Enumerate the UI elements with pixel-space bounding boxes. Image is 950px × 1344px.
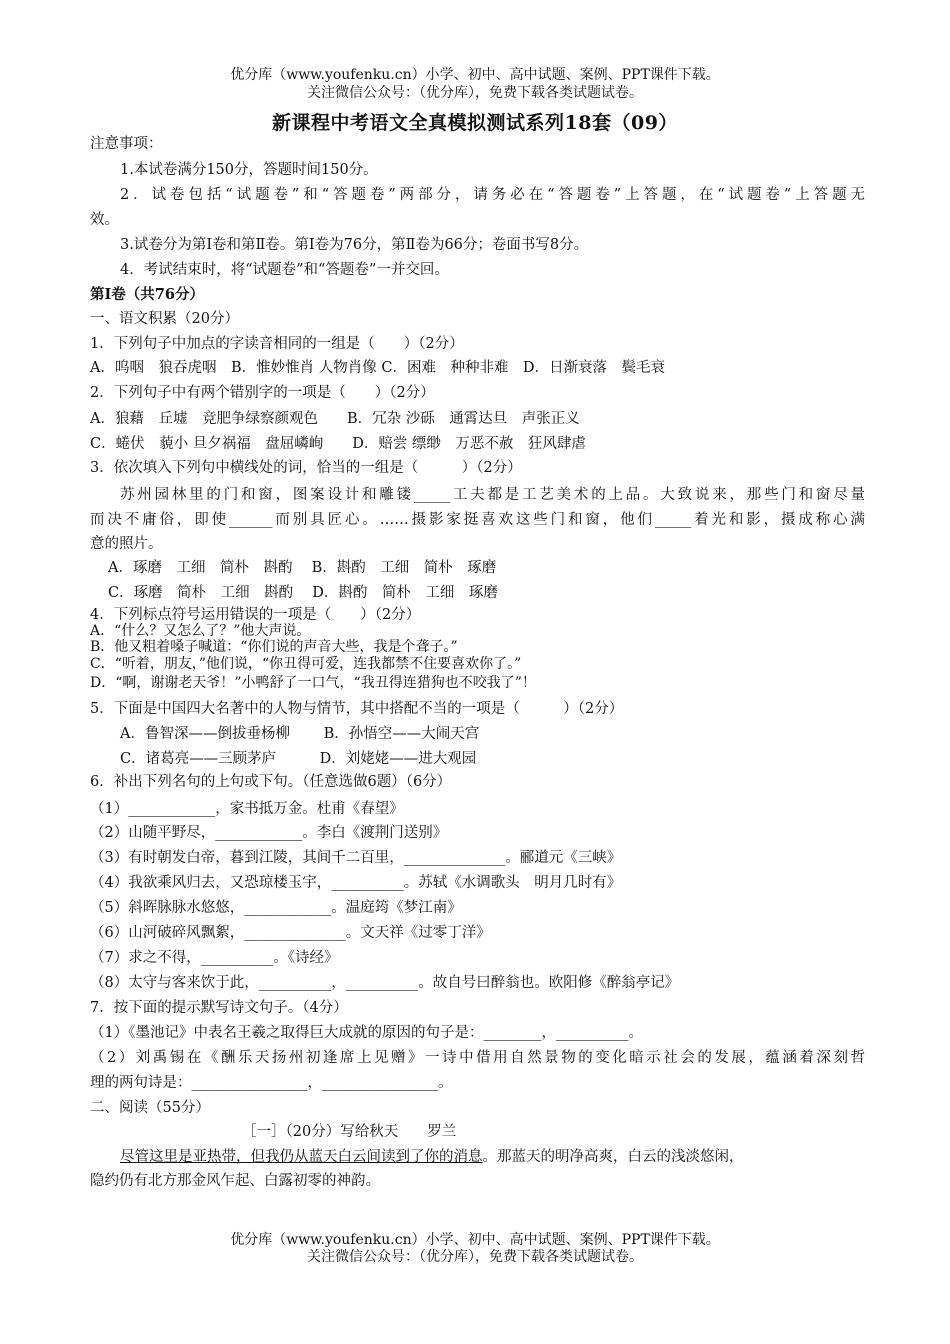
question-6: 6．补出下列名句的上句或下句。（任意选做6题）（6分） (90, 774, 452, 790)
section2-heading: 二、阅读（55分） (90, 1100, 210, 1116)
reading-title: ［一］（20分）写给秋天 罗兰 (242, 1124, 457, 1140)
part1-heading: 第Ⅰ卷（共76分） (90, 286, 204, 303)
question-3: 3．依次填入下列句中横线处的词，恰当的一组是（ ）（2分） (90, 460, 522, 476)
question-3-passage-3: 意的照片。 (90, 536, 163, 552)
question-1-options: A．呜咽 狼吞虎咽 B．惟妙惟肖 人物肖像 C．困难 种种非难 D．日渐衰落 鬓毛衰 (90, 360, 666, 376)
question-4-option-d: D．“啊，谢谢老天爷！”小鸭舒了一口气，“我丑得连猎狗也不咬我了”！ (90, 675, 536, 691)
question-6-item-1: （1）____________，家书抵万金。杜甫《春望》 (90, 801, 404, 817)
reading-paragraph-1-rest: 。那蓝天的明净高爽，白云的浅淡悠闲， (482, 1149, 744, 1165)
header-line-2: 关注微信公众号：（优分库），免费下载各类试题试卷。 (307, 85, 643, 101)
header-line-1: 优分库（www.youfenku.cn）小学、初中、高中试题、案例、PPT课件下载。 (230, 67, 720, 83)
notes-heading: 注意事项： (90, 136, 163, 152)
question-7: 7．按下面的提示默写诗文句子。（4分） (90, 1000, 348, 1016)
question-6-item-2: （2）山随平野尽，____________。李白《渡荆门送别》 (90, 825, 448, 841)
question-4: 4．下列标点符号运用错误的一项是（ ）（2分） (90, 607, 421, 623)
note-3: 3.试卷分为第Ⅰ卷和第Ⅱ卷。第Ⅰ卷为76分，第Ⅱ卷为66分；卷面书写8分。 (120, 237, 589, 253)
question-6-item-8: （8）太守与客来饮于此，__________，__________。故自号曰醉翁也。欧阳修《醉翁亭记》 (90, 975, 680, 991)
note-2: 2．试卷包括“试题卷”和“答题卷”两部分，请务必在“答题卷”上答题，在“试题卷”上答题无 (120, 187, 865, 203)
question-6-item-7: （7）求之不得，__________。《诗经》 (90, 950, 339, 966)
question-4-option-b: B．他又粗着嗓子喊道：“你们说的声音大些，我是个聋子。” (90, 639, 458, 655)
question-5-options-ab: A．鲁智深——倒拔垂杨柳 B．孙悟空——大闹天宫 (120, 726, 480, 742)
question-2-options-ab: A．狼藉 丘墟 竞肥争绿察颜观色 B．冗杂 沙砾 通霄达旦 声张正义 (90, 411, 580, 427)
question-6-item-6: （6）山河破碎风飘絮，______________。文天祥《过零丁洋》 (90, 925, 491, 941)
section1-heading: 一、语文积累（20分） (90, 311, 239, 327)
footer-line-1: 优分库（www.youfenku.cn）小学、初中、高中试题、案例、PPT课件下载。 (230, 1232, 720, 1248)
question-7-item-1: （1）《墨池记》中表名王羲之取得巨大成就的原因的句子是：________，__________。 (90, 1025, 643, 1041)
question-3-options-ab: A．琢磨 工细 简朴 斟酌 B．斟酌 工细 简朴 琢磨 (108, 560, 497, 576)
question-6-item-5: （5）斜晖脉脉水悠悠，____________。温庭筠《梦江南》 (90, 900, 462, 916)
footer-line-2: 关注微信公众号：（优分库），免费下载各类试题试卷。 (307, 1249, 643, 1265)
reading-paragraph-1 (120, 1146, 865, 1168)
question-6-item-3: （3）有时朝发白帝，暮到江陵，其间千二百里，______________。郦道元《三峡》 (90, 850, 622, 866)
question-3-options-cd: C．琢磨 简朴 工细 斟酌 D．斟酌 简朴 工细 琢磨 (108, 585, 498, 601)
reading-underlined-sentence: 尽管这里是亚热带，但我仍从蓝天白云间读到了你的消息 (120, 1149, 483, 1165)
question-7-item-2: （2）刘禹锡在《酬乐天扬州初逢席上见赠》一诗中借用自然景物的变化暗示社会的发展，蕴涵着深刻哲 (90, 1050, 865, 1066)
question-3-passage-1: 苏州园林里的门和窗，图案设计和雕镂_____工夫都是工艺美术的上品。大致说来，那些门和窗尽量 (120, 487, 865, 503)
note-1: 1.本试卷满分150分，答题时间150分。 (120, 162, 378, 178)
question-2: 2．下列句子中有两个错别字的一项是（ ）（2分） (90, 385, 435, 401)
reading-paragraph-2: 隐约仍有北方那金风乍起、白露初零的神韵。 (90, 1173, 380, 1189)
question-4-option-c: C．“听着，朋友，”他们说，“你丑得可爱，连我都禁不住要喜欢你了。” (90, 656, 522, 672)
note-4: 4．考试结束时，将“试题卷”和“答题卷”一并交回。 (120, 262, 449, 278)
question-2-options-cd: C．蜷伏 藐小 旦夕祸福 盘屈嶙峋 D．赔尝 缥缈 万恶不赦 狂风肆虐 (90, 436, 586, 452)
question-4-option-a: A．“什么？又怎么了？”他大声说。 (90, 623, 311, 639)
question-6-item-4: （4）我欲乘风归去，又恐琼楼玉宇，__________。苏轼《水调歌头 明月几时有》 (90, 875, 622, 891)
question-7-item-2-cont: 理的两句诗是：________________，________________。 (90, 1075, 453, 1091)
question-3-passage-2: 而决不庸俗，即使______而别具匠心。……摄影家挺喜欢这些门和窗，他们_____着光和影，摄成称心满 (90, 512, 865, 528)
page-title: 新课程中考语文全真模拟测试系列18套（09） (272, 112, 678, 134)
note-2-cont: 效。 (90, 212, 119, 228)
question-1: 1．下列句子中加点的字读音相同的一组是（ ）（2分） (90, 336, 464, 352)
question-5: 5．下面是中国四大名著中的人物与情节，其中搭配不当的一项是（ ）（2分） (90, 701, 624, 717)
question-5-options-cd: C．诸葛亮——三顾茅庐 D．刘姥姥——进大观园 (120, 751, 477, 767)
